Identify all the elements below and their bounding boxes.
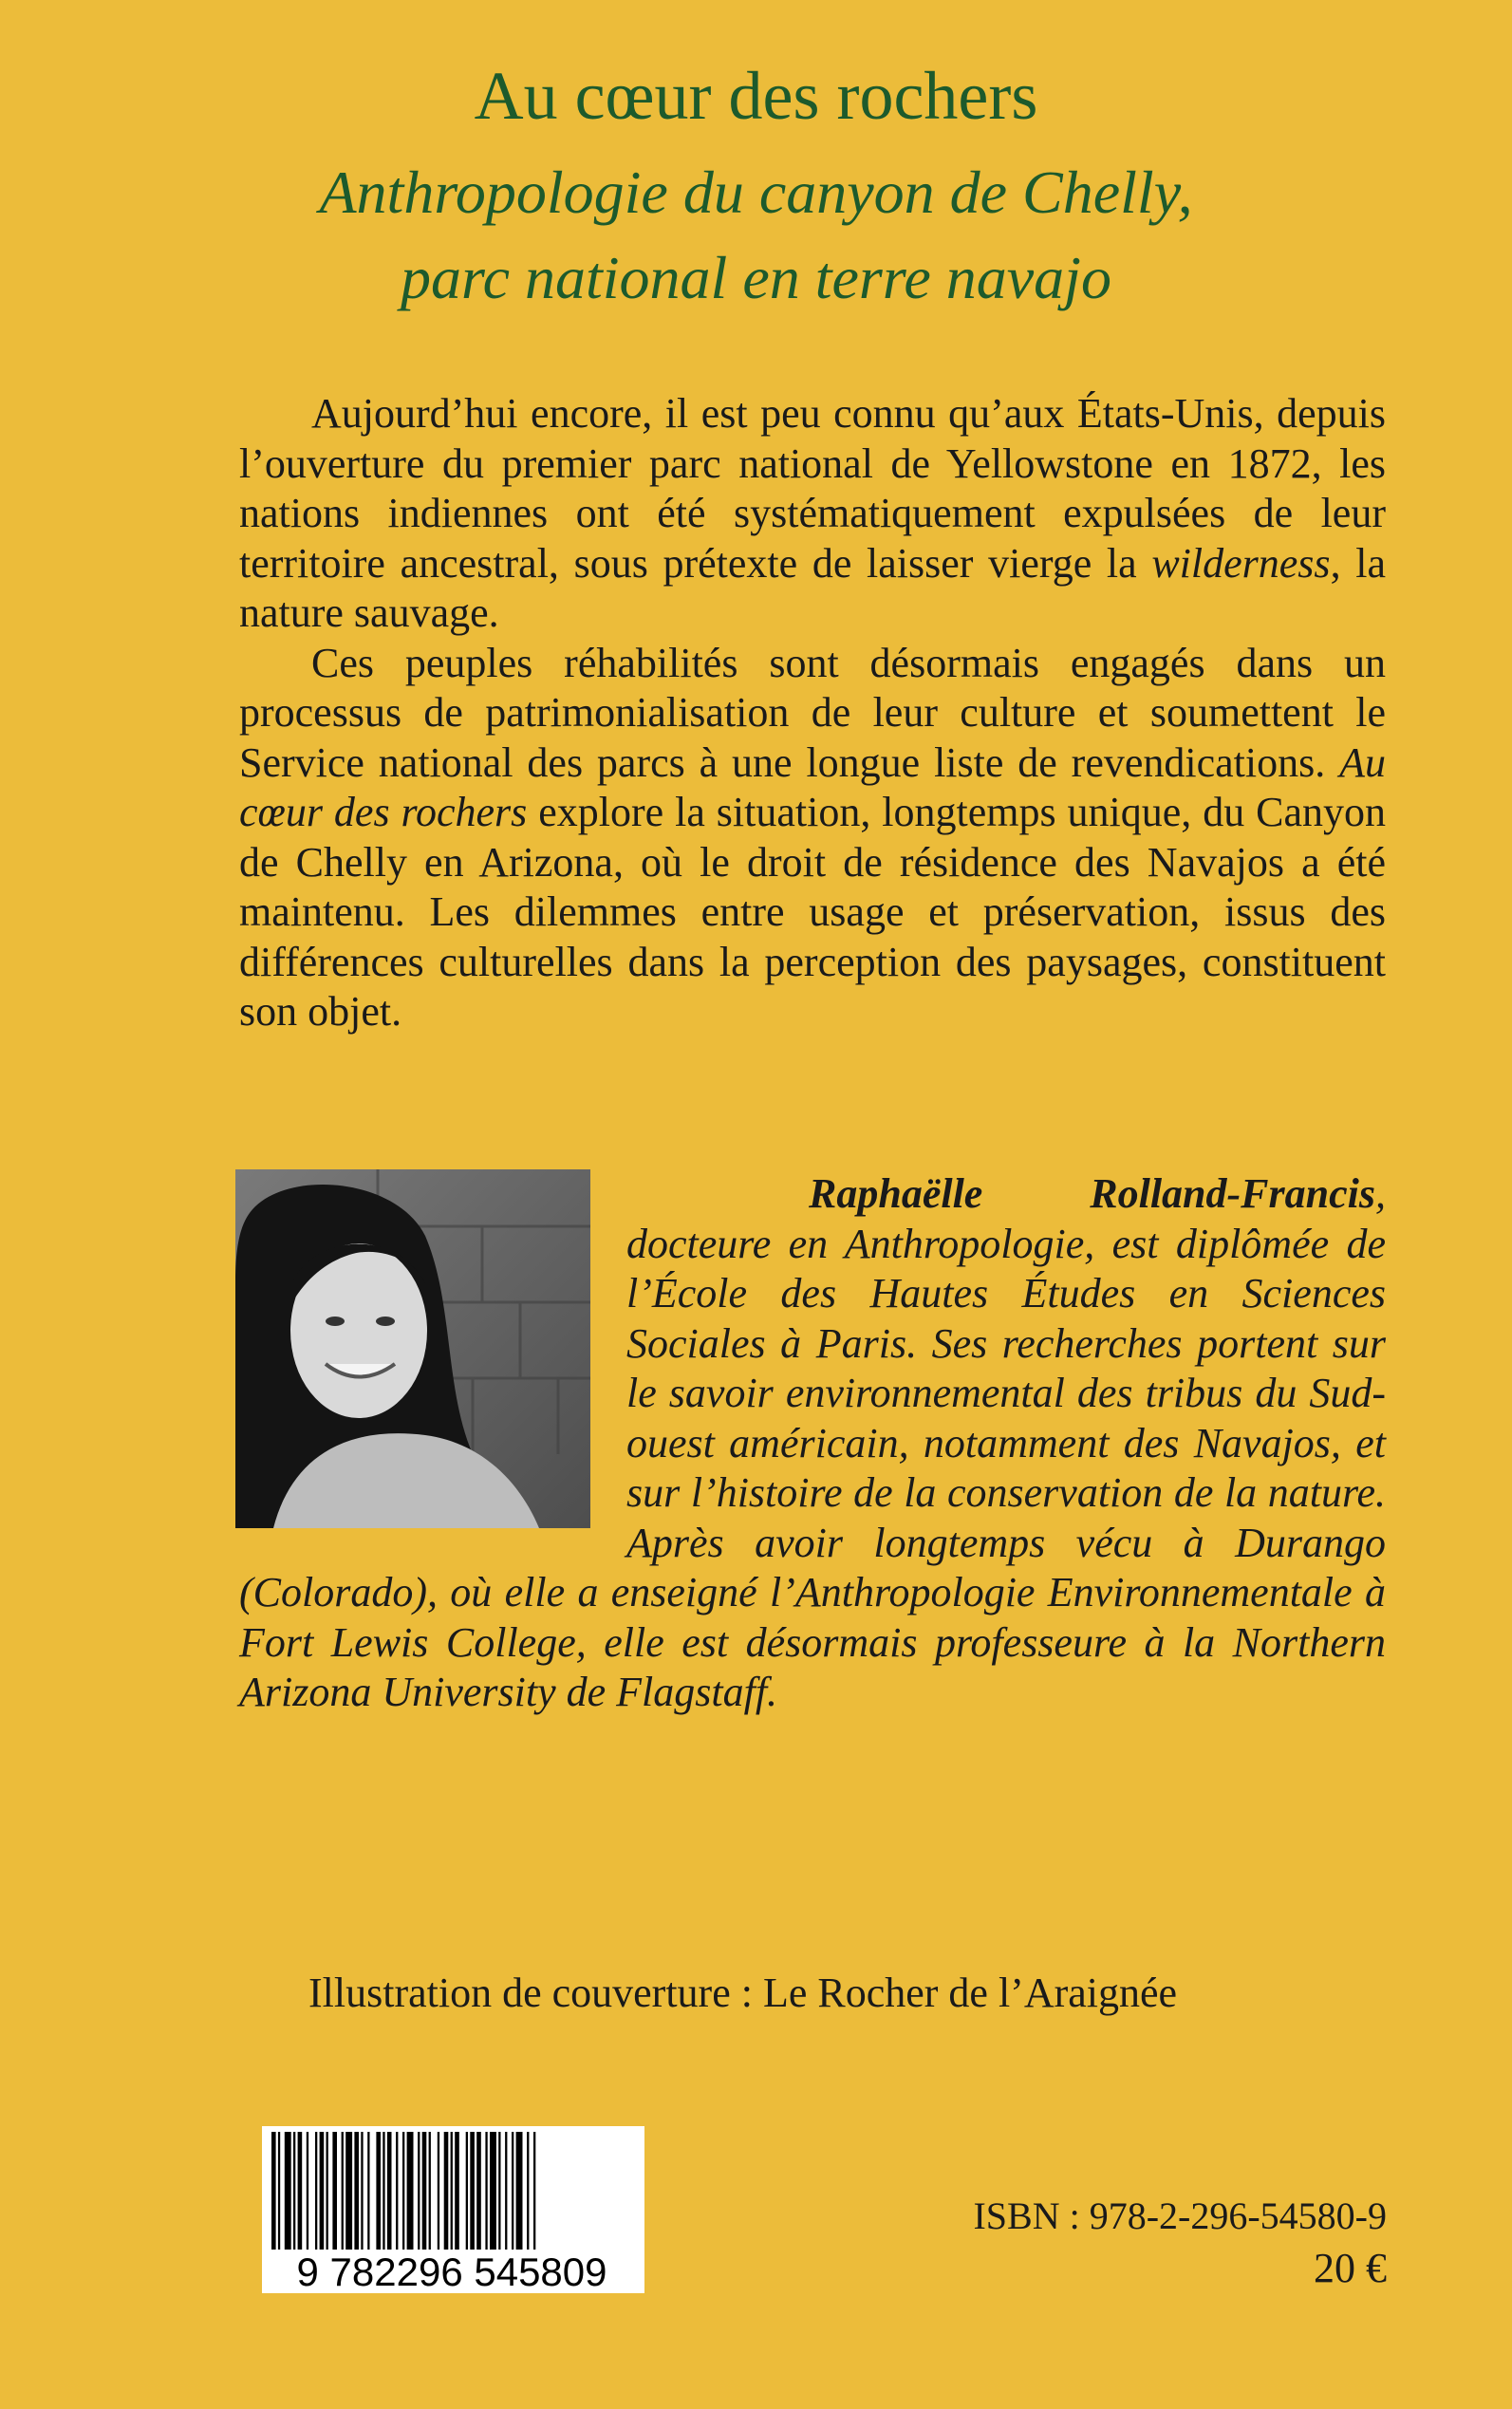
photo-float-spacer (239, 1169, 626, 1535)
illustration-credit: Illustration de couverture : Le Rocher de l’Araignée (308, 1970, 1178, 2016)
barcode-bar (444, 2132, 449, 2250)
book-title: Au cœur des rochers (474, 58, 1038, 134)
barcode-bar (533, 2132, 535, 2250)
barcode-bar (271, 2132, 276, 2250)
barcode (262, 2126, 644, 2293)
barcode-icon (262, 2126, 644, 2293)
barcode-bar (429, 2132, 431, 2250)
summary-p1-text-end: , la nature sauvage. (239, 539, 1386, 636)
barcode-bar (278, 2132, 280, 2250)
book-subtitle (0, 150, 1512, 321)
subtitle-line-1: Anthropologie du canyon de Chelly, (319, 159, 1193, 226)
barcode-bar (354, 2132, 359, 2250)
summary-p2-text-end: explore la situation, longtemps unique, du Canyon de Chelly en Arizona, où le droit de résidence des Navajos a été maintenu. Les dilemmes entre usage et préservation, issus des différences culturelles dans la perception des paysages, constituent son objet. (239, 789, 1386, 1035)
summary-paragraph-2 (239, 639, 1386, 1037)
author-name: Raphaëlle Rolland-Francis (809, 1170, 1375, 1217)
barcode-bar (342, 2132, 344, 2250)
barcode-bar (418, 2132, 420, 2250)
barcode-bar (490, 2132, 496, 2250)
barcode-bar (527, 2132, 529, 2250)
barcode-bar (476, 2132, 481, 2250)
barcode-digits: 9 782296 545809 (296, 2250, 607, 2293)
barcode-bar (345, 2132, 352, 2250)
summary-p1-text: Aujourd’hui encore, il est peu connu qu’aux États-Unis, depuis l’ouverture du premier parc national de Yellowstone en 1872, les nations indiennes ont été systématiquement expulsées de leur territoire ancestral, sous prétexte de laisser vierge la (239, 390, 1386, 587)
book-summary (239, 389, 1386, 1037)
barcode-bar (315, 2132, 317, 2250)
barcode-bar (402, 2132, 404, 2250)
barcode-bar (383, 2132, 384, 2250)
summary-p2-emphasis: Au cœur des rochers (239, 738, 1386, 835)
barcode-bar (512, 2132, 513, 2250)
barcode-bar (470, 2132, 475, 2250)
summary-paragraph-1 (239, 389, 1386, 639)
barcode-bar (285, 2132, 291, 2250)
barcode-bar (332, 2132, 337, 2250)
barcode-bar (438, 2132, 439, 2250)
barcode-bar (361, 2132, 363, 2250)
subtitle-line-2: parc national en terre navajo (401, 244, 1111, 311)
barcode-bar (485, 2132, 487, 2250)
barcode-bar (422, 2132, 427, 2250)
barcode-bar (293, 2132, 295, 2250)
author-bio-text: , docteure en Anthropologie, est diplômée de l’École des Hautes Études en Sciences Sociales à Paris. Ses recherches portent sur le savoir environnemental des tribus du Sud-ouest américain, notamment des Navajos, et sur l’histoire de la conservation de la nature. Après avoir longtemps vécu à Durango (Colorado), où elle a enseigné l’Anthropologie Environnementale à Fort Lewis College, elle est désormais professeure à la Northern Arizona University de Flagstaff. (239, 1170, 1386, 1715)
barcode-bar (455, 2132, 459, 2250)
barcode-bar (451, 2132, 453, 2250)
barcode-bar (367, 2132, 369, 2250)
isbn: ISBN : 978-2-296-54580-9 (973, 2194, 1387, 2237)
price: 20 € (1314, 2245, 1387, 2291)
barcode-bar (396, 2132, 398, 2250)
barcode-bar (505, 2132, 507, 2250)
barcode-bar (407, 2132, 414, 2250)
barcode-bar (327, 2132, 328, 2250)
summary-p1-emphasis: wilderness (1151, 539, 1331, 587)
barcode-bar (320, 2132, 325, 2250)
barcode-bar (466, 2132, 468, 2250)
barcode-bar (298, 2132, 303, 2250)
barcode-bar (516, 2132, 523, 2250)
summary-p2-text: Ces peuples réhabilités sont désormais engagés dans un processus de patrimonialisation de leur culture et soumettent le Service national des parcs à une longue liste de revendications. (239, 639, 1386, 786)
barcode-bar (387, 2132, 392, 2250)
barcode-bar (376, 2132, 381, 2250)
author-bio (239, 1169, 1386, 1718)
barcode-bar (307, 2132, 308, 2250)
barcode-bar (498, 2132, 500, 2250)
